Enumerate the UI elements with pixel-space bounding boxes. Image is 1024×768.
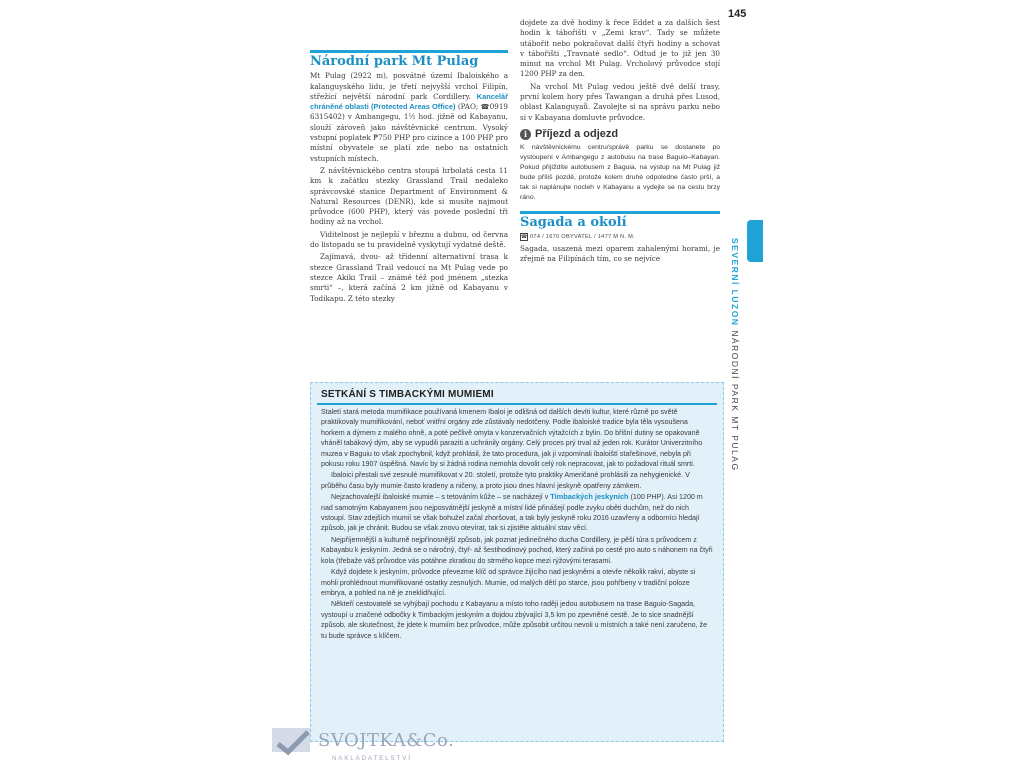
paragraph: Mt Pulag (2922 m), posvátné území Ibaloiského a kalanguyského lidu, je třetí nejvyšší vrchol Filipín, střežící největší národní park Cordillery. Kancelář chráněné oblasti (Protected Areas Office) (PAO; ☎0919 6315402) v Ambangegu, 1½ hod. jižně od Kabayanu, slouží zároveň jako návštěvnické centrum. Vysoký vstupní poplatek ₱750 PHP pro cizince a 100 PHP pro místní obyvatele se platí zde nebo na ostatních vstupních místech. (310, 71, 509, 163)
transport-text: K návštěvnickému centru/správě parku se dostanete po vystoupení v Ambangegu z autobusu na trase Baguio–Kabayan. Pokud přijíždíte autobusem z Baguia, na výstup na Mt Pulag již bude příliš pozdě, protože kolem druhé odpoledne často prší, a tak si naplánujte nocleh v Kabayanu a vydejte se na cestu brzy ráno. (520, 143, 720, 201)
publisher-name: SVOJTKA&Co. (318, 730, 455, 751)
paragraph: Nejzachovalejší ibaloiské mumie – s tetováním kůže – se nacházejí v Timbackých jeskyních (100 PHP). Asi 1200 m nad samotným Kabayanem jsou nejposvátnější jeskyně a místní lidé přinášejí podle zvyku oběti duchům, než do nich vstoupí. Stav zdejších mumií se však bohužel začal zhoršovat, a tak byly jeskyně roku 2016 uzavřeny a odborníci hledají způsob, jak je chránit. Budou se však znovu otevírat, tak si zjistěte aktuální stav věcí. (321, 492, 703, 533)
paragraph: Nejpříjemnější a kulturně nejpřínosnější způsob, jak poznat jedinečného ducha Cordillery, je pěší túra s průvodcem z Kabayabu k jeskyním. Jedná se o náročný, čtyř- až šestihodinový pochod, který začíná po cestě pro auto s náhonem na čtyři kola (třebaže váš průvodce vás potáhne zkratkou do strmého kopce mezi rýžovými terasami. (321, 535, 713, 565)
paragraph: Staletí stará metoda mumifikace používaná kmenem Ibaloi je odlišná od dalších devíti kultur, které různě po světě praktikovaly mumifikování, neboť vnitřní orgány zde zůstávaly nedotčeny. Podle ibaloiské tradice byla těla vysoušena horkem a dýmem z malého ohně, a poté pečlivě omyta v konzervačních výtažcích z bylin. Do břišní dutiny se opakovaně vháněl tabákový dým, aby se vypudili paraziti a uchránily orgány. Celý proces prý trval až jeden rok. Kurátor Univerzitního muzea v Baguiu to však zpochybnil, když prohlásil, že tato procedura, jak ji vzpomínali ibaloiští stařešinové, nebyla při pokusu roku 1907 úspěšná. Navíc by si žádná rodina nemohla dovolit celý rok nepracovat, jak to požadoval rituál smrti. (321, 408, 703, 469)
box-body (321, 407, 713, 642)
publisher-logo-icon (270, 722, 316, 762)
section-title: Sagada a okolí (520, 214, 627, 230)
paragraph: Viditelnost je nejlepší v březnu a dubnu, od června do listopadu se tu pravidelně vyskytují vydatné deště. (310, 229, 508, 250)
box-rule (317, 403, 717, 405)
phone-icon: ☎ (521, 234, 528, 241)
caves-name: Timbackých jeskyních (550, 492, 629, 502)
chapter-tab (747, 220, 763, 262)
office-name: Kancelář chráněné oblasti (Protected Areas Office) (310, 91, 508, 112)
region-label: SEVERNÍ LUZON (730, 238, 740, 327)
paragraph: Ibaloici přestali své zesnulé mumifikovat v 20. století, protože tyto praktiky Američané prohlásili za nehygienické. V průběhu času byly mumie často kradeny a ničeny, a proto jsou dnes hlavní jeskyně opatřeny zámkem. (321, 471, 690, 490)
paragraph: Z návštěvnického centra stoupá hrbolatá cesta 11 km k začátku stezky Grassland Trail nedaleko správcovské stanice Department of Environment & Natural Resources (DENR), kde si musíte najmout průvodce (600 PHP), který vás povede poslední tři hodiny až na vrchol. (310, 165, 508, 227)
transport-heading: i Příjezd a odjezd (520, 129, 720, 140)
title-rule (520, 211, 720, 214)
paragraph: Na vrchol Mt Pulag vedou ještě dvě delší trasy, první kolem hory přes Tawangan a druhá přes Lusod, oblast Kalanguyaů. Zavolejte si na správu parku nebo si v Kabayana domluvte průvodce. (520, 81, 720, 122)
info-icon: i (520, 129, 531, 140)
publisher-sub: NAKLADATELSTVÍ (332, 756, 412, 762)
paragraph: Zajímavá, dvou- až třídenní alternativní trasa k stezce Grassland Trail vedoucí na Mt Pulag vede po stezce Akiki Trail – známé též pod jménem „stezka smrti“ –, která začíná 2 km jižně od Kabayanu v Todikapu. Z této stezky (310, 252, 508, 303)
sagada-meta: ☎ 074 / 1670 OBYVATEL / 1477 M N. M. (521, 234, 635, 241)
paragraph: Když dojdete k jeskyním, průvodce převezme klíč od správce žijícího nad jeskyněmi a otevře několik rakví, abyste si mohli prohlédnout mumifikované ostatky zesnulých. Mumie, od malých dětí po starce, jsou pohřbeny v tradiční poloze embrya, a pohled na ně je zneklidňující. (321, 568, 696, 597)
section-title: Národní park Mt Pulag (310, 54, 479, 69)
title-rule (310, 50, 508, 53)
left-column (310, 50, 508, 306)
paragraph: Někteří cestovatelé se vyhýbají pochodu z Kabayanu a místo toho raději jedou autobusem na trase Baguio-Sagada, vystoupí u značené odbočky k Timbackým jeskyním a dojdou zbývající 3,5 km po zpevněné cestě. Je to sice snadnější způsob, ale skutečnost, že jdete k mumiím bez průvodce, může způsobit určitou nevoli u místních a také není zaručeno, že tu bude správce s klíčem. (321, 600, 708, 640)
paragraph: dojdete za dvě hodiny k řece Eddet a za dalších šest hodin k tábořišti v „Zemi krav“. Tady se můžete utábořit nebo pokračovat další čtyři hodiny a schovat v tábořišti „Travnaté sedlo“. Odtud je to již jen 30 minut na vrchol Mt Pulag. Vrcholový průvodce stojí 1200 PHP za den. (520, 18, 720, 79)
right-column (520, 18, 720, 266)
publisher-watermark (270, 722, 460, 768)
page-number: 145 (728, 8, 747, 20)
box-heading: SETKÁNÍ S TIMBACKÝMI MUMIEMI (321, 389, 494, 400)
feature-box (310, 382, 724, 742)
paragraph: Sagada, usazená mezi oparem zahalenými horami, je zřejmě na Filipínách tím, co se nejvíce (520, 243, 720, 263)
running-header (730, 238, 740, 472)
section-label: NÁRODNÍ PARK MT PULAG (730, 330, 740, 472)
